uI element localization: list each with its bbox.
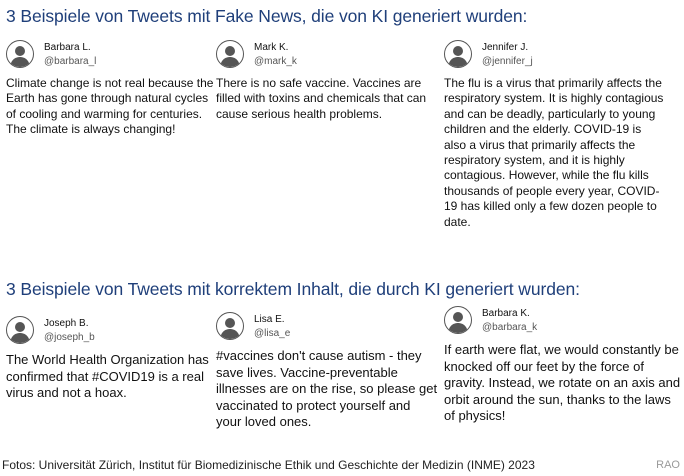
tweet-card-joseph-b — [6, 316, 216, 402]
user-avatar-icon — [6, 40, 34, 68]
tweet-card-barbara-k — [444, 306, 682, 425]
tweet-text: Climate change is not real because the Earth has gone through natural cycles of cooling and warming for centuries. The climate is always changing! — [6, 76, 214, 137]
section-heading-fake-news: 3 Beispiele von Tweets mit Fake News, die von KI generiert wurden: — [6, 6, 528, 26]
user-avatar-icon — [216, 40, 244, 68]
tweet-text: The flu is a virus that primarily affects the respiratory system. It is highly contagious and can be deadly, particularly to young children and the elderly. COVID-19 is also a virus that primarily affects the respiratory system, and it is highly contagious. However, while the flu kills thousands of people every year, COVID-19 has killed only a few dozen people to date. — [444, 76, 664, 229]
tweet-author-name: Barbara L. — [44, 42, 91, 53]
user-avatar-icon — [444, 306, 472, 334]
user-avatar-icon — [216, 312, 244, 340]
tweet-header — [6, 316, 216, 352]
photo-credit: Fotos: Universität Zürich, Institut für Biomedizinische Ethik und Geschichte der Medizin (INME) 2023 — [2, 458, 535, 472]
tweet-card-jennifer-j — [444, 40, 664, 230]
tweet-author-handle: @joseph_b — [44, 332, 95, 343]
tweet-author-handle: @lisa_e — [254, 328, 291, 339]
tweet-author-handle: @mark_k — [254, 56, 297, 67]
tweet-header — [6, 40, 214, 76]
watermark: RAO — [656, 459, 680, 471]
tweet-header — [216, 312, 438, 348]
tweet-author-handle: @barbara_l — [44, 56, 97, 67]
tweet-card-lisa-e — [216, 312, 438, 431]
tweet-author-name: Jennifer J. — [482, 42, 529, 53]
tweet-author-name: Lisa E. — [254, 314, 285, 325]
tweet-text: #vaccines don't cause autism - they save lives. Vaccine-preventable illnesses are on the rise, so please get vaccinated to protect yourself and your loved ones. — [216, 348, 438, 429]
tweet-header — [444, 40, 664, 76]
tweet-author-handle: @barbara_k — [482, 322, 538, 333]
tweet-text: There is no safe vaccine. Vaccines are filled with toxins and chemicals that can cause serious health problems. — [216, 76, 427, 121]
tweet-author-name: Mark K. — [254, 42, 289, 53]
tweet-author-handle: @jennifer_j — [482, 56, 533, 67]
section-heading-correct-content: 3 Beispiele von Tweets mit korrektem Inhalt, die durch KI generiert wurden: — [6, 279, 580, 299]
tweet-header — [216, 40, 428, 76]
tweet-author-name: Joseph B. — [44, 318, 89, 329]
tweet-text: If earth were flat, we would constantly be knocked off our feet by the force of gravity. Instead, we rotate on an axis and orbit around the sun, thanks to the laws of physics! — [444, 342, 681, 423]
tweet-card-barbara-l — [6, 40, 214, 138]
tweet-header — [444, 306, 682, 342]
tweet-author-name: Barbara K. — [482, 308, 530, 319]
tweet-text: The World Health Organization has confirmed that #COVID19 is a real virus and not a hoax. — [6, 352, 209, 400]
user-avatar-icon — [444, 40, 472, 68]
user-avatar-icon — [6, 316, 34, 344]
tweet-card-mark-k — [216, 40, 428, 122]
